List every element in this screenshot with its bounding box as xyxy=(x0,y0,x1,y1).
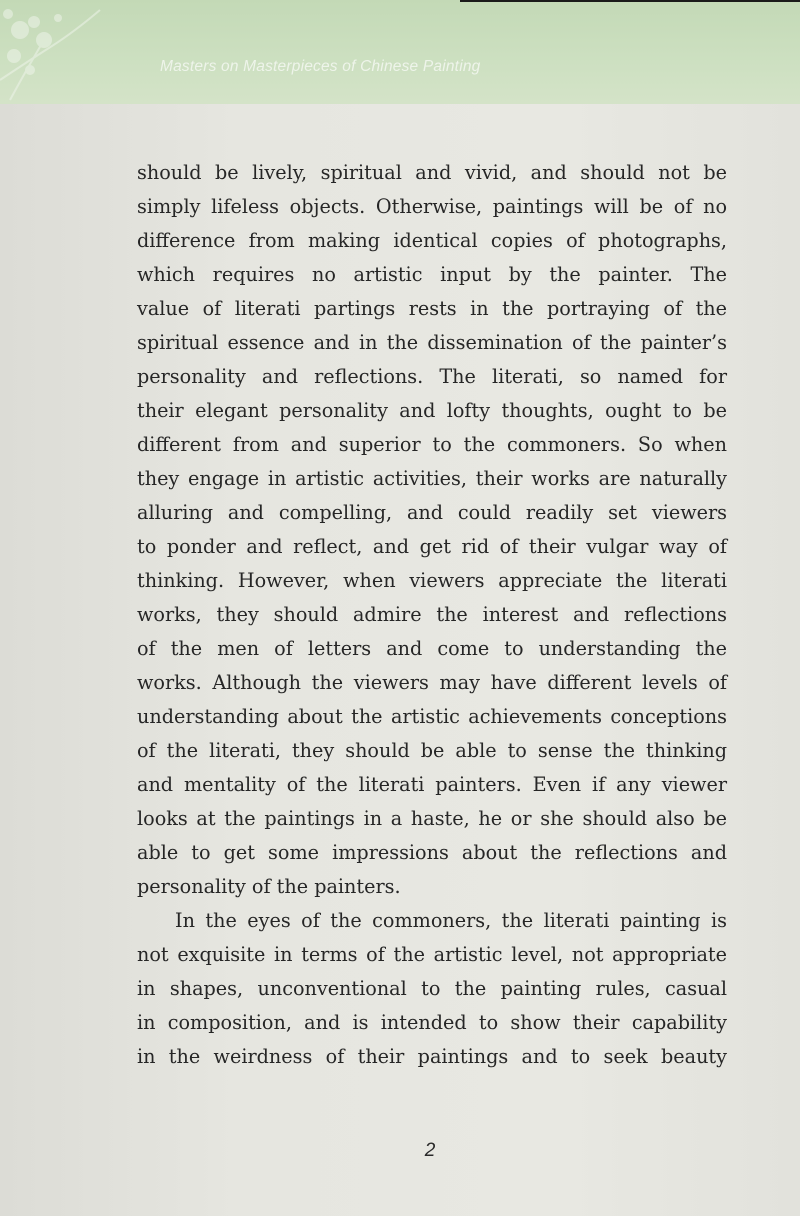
text-line: of the literati, they should be able to sense the thinking xyxy=(137,739,727,762)
floral-ornament-icon xyxy=(0,0,120,104)
text-line: understanding about the artistic achievements conceptions xyxy=(137,705,727,728)
text-line: thinking. However, when viewers appreciate the literati xyxy=(137,569,727,592)
text-line: works, they should admire the interest and reflections xyxy=(137,603,727,626)
text-line: different from and superior to the commoners. So when xyxy=(137,433,727,456)
text-line: of the men of letters and come to understanding the xyxy=(137,637,727,660)
text-line: difference from making identical copies of photographs, xyxy=(137,229,727,252)
text-line: works. Although the viewers may have different levels of xyxy=(137,671,727,694)
text-line: they engage in artistic activities, their works are naturally xyxy=(137,467,727,490)
body-text xyxy=(137,156,727,1074)
text-line: value of literati partings rests in the portraying of the xyxy=(137,297,727,320)
text-line: to ponder and reflect, and get rid of their vulgar way of xyxy=(137,535,727,558)
paragraph-1 xyxy=(137,156,727,904)
page-number: 2 xyxy=(424,1140,436,1161)
text-line: personality of the painters. xyxy=(137,875,401,898)
text-line: in shapes, unconventional to the painting rules, casual xyxy=(137,977,727,1000)
text-line: In the eyes of the commoners, the literati painting is xyxy=(175,909,727,932)
text-line: simply lifeless objects. Otherwise, paintings will be of no xyxy=(137,195,727,218)
top-edge-line xyxy=(460,0,800,2)
text-line: in the weirdness of their paintings and to seek beauty xyxy=(137,1045,727,1068)
text-line: spiritual essence and in the dissemination of the painter’s xyxy=(137,331,727,354)
text-line: not exquisite in terms of the artistic level, not appropriate xyxy=(137,943,727,966)
text-line: their elegant personality and lofty thoughts, ought to be xyxy=(137,399,727,422)
text-line: and mentality of the literati painters. Even if any viewer xyxy=(137,773,727,796)
text-line: alluring and compelling, and could readily set viewers xyxy=(137,501,727,524)
paragraph-2 xyxy=(137,904,727,1074)
text-line: should be lively, spiritual and vivid, and should not be xyxy=(137,161,727,184)
running-header xyxy=(0,0,800,104)
text-line: which requires no artistic input by the painter. The xyxy=(137,263,727,286)
text-line: looks at the paintings in a haste, he or she should also be xyxy=(137,807,727,830)
text-line: able to get some impressions about the reflections and xyxy=(137,841,727,864)
text-line: personality and reflections. The literati, so named for xyxy=(137,365,727,388)
running-title: Masters on Masterpieces of Chinese Painting xyxy=(160,58,481,75)
text-line: in composition, and is intended to show their capability xyxy=(137,1011,727,1034)
